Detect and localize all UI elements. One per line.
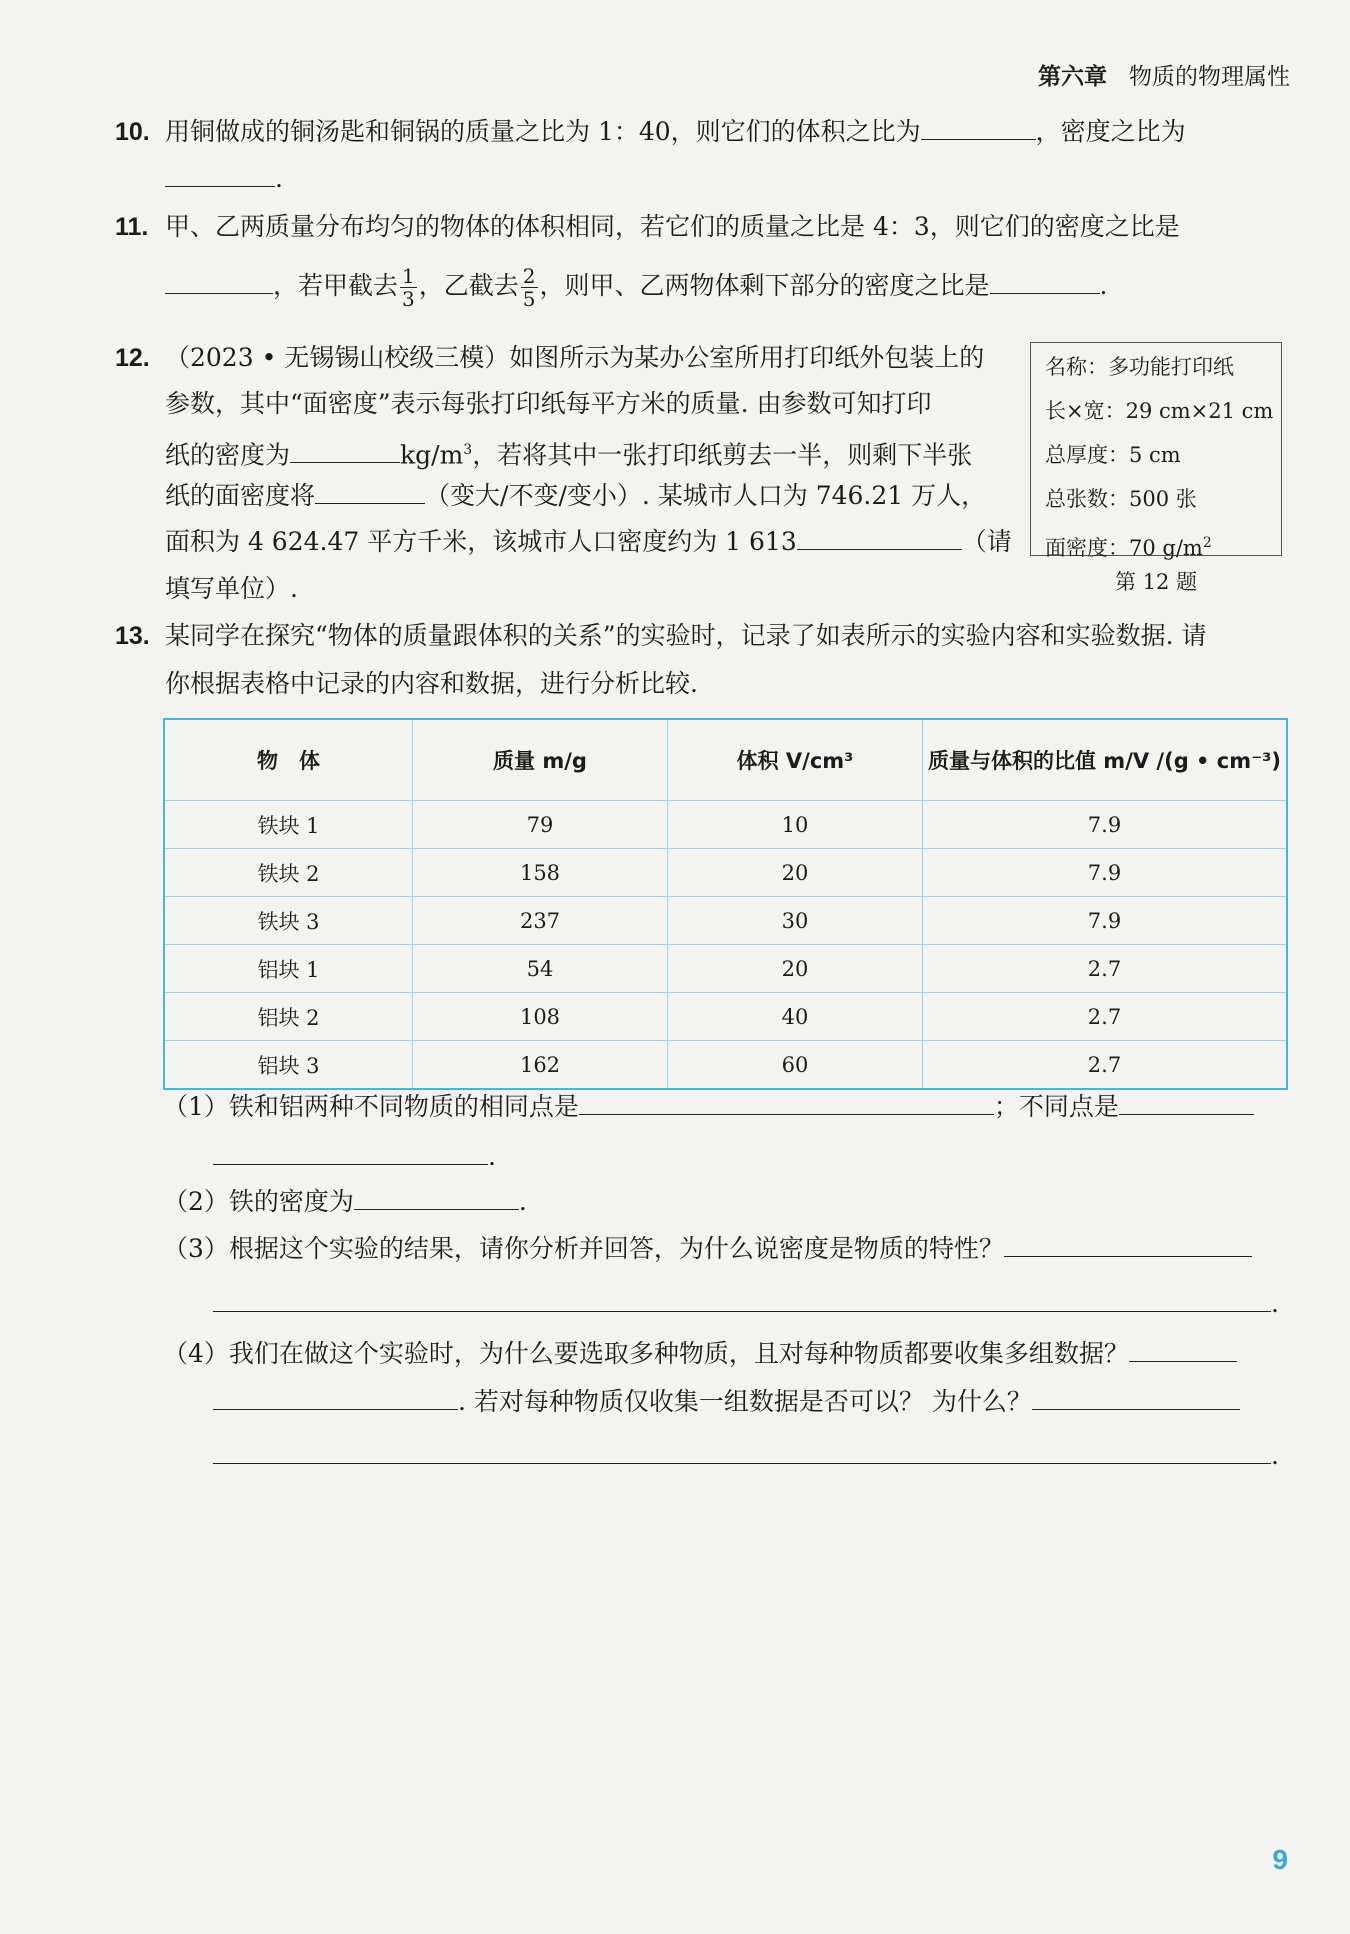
superscript: 2 — [1202, 535, 1212, 551]
col-header-mass: 质量 m/g — [413, 719, 668, 801]
sub-question-3-cont — [213, 1280, 1279, 1328]
cell: 30 — [668, 897, 923, 945]
spec-count: 总张数：500 张 — [1045, 487, 1197, 511]
answer-blank[interactable] — [921, 113, 1036, 140]
spec-thickness: 总厚度：5 cm — [1045, 443, 1181, 467]
answer-blank[interactable] — [354, 1183, 519, 1210]
question-text: 用铜做成的铜汤匙和铜锅的质量之比为 1：40，则它们的体积之比为 — [165, 117, 921, 146]
col-header-volume: 体积 V/cm³ — [668, 719, 923, 801]
cell: 2.7 — [923, 1041, 1288, 1090]
question-text: 甲、乙两质量分布均匀的物体的体积相同，若它们的质量之比是 4：3，则它们的密度之比是 — [165, 212, 1180, 241]
question-11 — [115, 203, 1295, 251]
cell: 7.9 — [923, 849, 1288, 897]
sub-question-1-cont — [213, 1133, 496, 1181]
answer-blank[interactable] — [579, 1088, 994, 1115]
answer-blank[interactable] — [213, 1138, 488, 1165]
question-12-line5 — [165, 518, 1012, 566]
denominator: 5 — [522, 287, 536, 311]
answer-blank[interactable] — [290, 436, 400, 463]
spec-size: 长×宽：29 cm×21 cm — [1045, 399, 1274, 423]
spec-density — [1045, 521, 1281, 570]
question-text: 纸的密度为 — [165, 440, 291, 470]
question-12-line4 — [165, 472, 986, 520]
cell: 10 — [668, 801, 923, 849]
cell: 54 — [413, 945, 668, 993]
answer-blank[interactable] — [1004, 1230, 1252, 1257]
question-text: 某同学在探究“物体的质量跟体积的关系”的实验时，记录了如表所示的实验内容和实验数据. 请 — [165, 621, 1207, 650]
cell: 铝块 2 — [164, 993, 413, 1041]
answer-blank[interactable] — [165, 160, 275, 187]
question-text: ，若将其中一张打印纸剪去一半，则剩下半张 — [472, 440, 973, 470]
cell: 158 — [413, 849, 668, 897]
question-13 — [115, 612, 1295, 660]
cell: 162 — [413, 1041, 668, 1090]
answer-blank[interactable] — [990, 267, 1100, 294]
question-text: ，乙截去 — [418, 271, 519, 300]
cell: 60 — [668, 1041, 923, 1090]
question-text: ；不同点是 — [993, 1092, 1119, 1121]
question-text: （2）铁的密度为 — [163, 1187, 354, 1216]
sub-question-1 — [163, 1083, 1288, 1131]
cell: 7.9 — [923, 897, 1288, 945]
answer-blank[interactable] — [213, 1437, 1271, 1464]
table-row — [164, 849, 1287, 897]
question-text: 填写单位）. — [165, 574, 298, 603]
cell: 铁块 2 — [164, 849, 413, 897]
numerator: 2 — [522, 264, 536, 288]
cell: 7.9 — [923, 801, 1288, 849]
cell: 20 — [668, 945, 923, 993]
numerator: 1 — [402, 264, 415, 288]
chapter-title: 物质的物理属性 — [1129, 64, 1290, 90]
punct: . — [518, 1187, 527, 1216]
table-row — [164, 993, 1287, 1041]
answer-blank[interactable] — [797, 523, 962, 550]
cell: 108 — [413, 993, 668, 1041]
cell: 40 — [668, 993, 923, 1041]
question-number: 11. — [115, 213, 149, 241]
answer-blank[interactable] — [165, 267, 273, 294]
denominator: 3 — [402, 287, 415, 311]
cell: 铝块 3 — [164, 1041, 413, 1090]
question-text: 纸的面密度将 — [165, 481, 316, 510]
cell: 237 — [413, 897, 668, 945]
answer-blank[interactable] — [315, 477, 425, 504]
chapter-header — [1038, 58, 1290, 91]
question-number: 13. — [115, 622, 150, 650]
sub-question-4 — [163, 1330, 1288, 1378]
answer-blank[interactable] — [213, 1383, 458, 1410]
punct: . — [1271, 1441, 1279, 1470]
punct: . — [275, 164, 283, 193]
superscript: 3 — [463, 442, 473, 458]
table-row — [164, 945, 1287, 993]
chapter-number: 第六章 — [1038, 64, 1107, 90]
figure-caption: 第 12 题 — [1115, 570, 1198, 594]
answer-blank[interactable] — [1032, 1383, 1240, 1410]
unit: kg/m — [400, 440, 464, 470]
experiment-table — [163, 718, 1288, 1090]
question-text: （4）我们在做这个实验时，为什么要选取多种物质，且对每种物质都要收集多组数据？ — [163, 1339, 1129, 1368]
question-text: （3）根据这个实验的结果，请你分析并回答，为什么说密度是物质的特性？ — [163, 1234, 1004, 1263]
question-13-line2 — [165, 660, 698, 708]
question-text: （请 — [961, 527, 1012, 556]
question-text: 面积为 4 624.47 平方千米，该城市人口密度约为 1 613 — [165, 527, 797, 556]
fraction — [400, 265, 417, 310]
col-header-ratio: 质量与体积的比值 m/V /(g • cm⁻³) — [923, 719, 1288, 801]
question-10 — [115, 108, 1290, 156]
question-text: 你根据表格中记录的内容和数据，进行分析比较. — [165, 669, 698, 698]
cell: 20 — [668, 849, 923, 897]
question-text: ，则甲、乙两物体剩下部分的密度之比是 — [539, 271, 990, 300]
punct: . — [1099, 271, 1108, 300]
question-text: ，若甲截去 — [273, 271, 399, 300]
question-text: （2023 • 无锡锡山校级三模）如图所示为某办公室所用打印纸外包装上的 — [165, 343, 985, 372]
answer-blank[interactable] — [1129, 1335, 1237, 1362]
answer-blank[interactable] — [213, 1285, 1271, 1312]
spec-density-text: 面密度：70 g/m — [1045, 536, 1203, 560]
sub-question-4-cont2 — [213, 1432, 1279, 1480]
cell: 2.7 — [923, 945, 1288, 993]
question-text: . 若对每种物质仅收集一组数据是否可以？ 为什么？ — [458, 1387, 1032, 1416]
cell: 79 — [413, 801, 668, 849]
question-12-line2 — [165, 380, 931, 428]
question-12 — [115, 334, 984, 382]
question-number: 10. — [115, 118, 150, 146]
punct: . — [488, 1142, 496, 1171]
sub-question-4-cont — [213, 1378, 1288, 1426]
question-11-cont — [165, 262, 1107, 310]
fraction — [521, 265, 538, 310]
question-text: （变大/不变/变小）. 某城市人口为 746.21 万人， — [425, 481, 987, 510]
question-12-line6 — [165, 565, 298, 613]
question-text: ，密度之比为 — [1035, 117, 1186, 146]
cell: 铁块 3 — [164, 897, 413, 945]
table-row — [164, 801, 1287, 849]
question-number: 12. — [115, 344, 150, 372]
question-10-cont — [165, 155, 283, 203]
paper-spec-box — [1030, 342, 1282, 560]
punct: . — [1271, 1289, 1279, 1318]
page-number: 9 — [1272, 1844, 1288, 1875]
table-row — [164, 1041, 1287, 1090]
table-row — [164, 897, 1287, 945]
question-text: （1）铁和铝两种不同物质的相同点是 — [163, 1092, 579, 1121]
sub-question-3 — [163, 1225, 1288, 1273]
spec-name: 名称：多功能打印纸 — [1045, 355, 1234, 379]
cell: 铝块 1 — [164, 945, 413, 993]
cell: 铁块 1 — [164, 801, 413, 849]
sub-question-2 — [163, 1178, 527, 1226]
answer-blank[interactable] — [1119, 1088, 1254, 1115]
question-text: 参数，其中“面密度”表示每张打印纸每平方米的质量. 由参数可知打印 — [165, 389, 932, 418]
cell: 2.7 — [923, 993, 1288, 1041]
col-header-object: 物 体 — [164, 719, 413, 801]
